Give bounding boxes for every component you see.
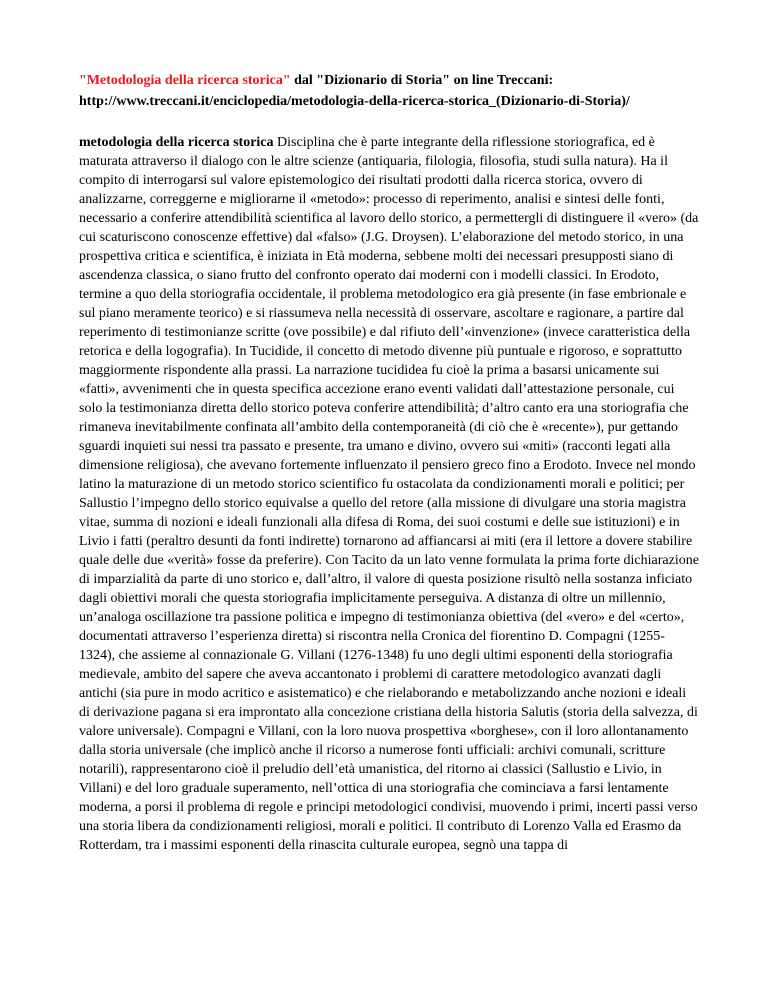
article-body xyxy=(79,133,699,855)
document-page xyxy=(79,70,699,855)
source-url: http://www.treccani.it/enciclopedia/metodologia-della-ricerca-storica_(Dizionario-di-Storia)/ xyxy=(79,94,630,109)
article-text: Disciplina che è parte integrante della riflessione storiografica, ed è maturata attraverso il dialogo con le altre scienze (antiquaria, filologia, filosofia, studi sulla natura). Ha il compito di interrogarsi sul valore epistemologico dei risultati prodotti dalla ricerca storica, ovvero di analizzarne, correggerne e migliorarne il «metodo»: processo di reperimento, analisi e sintesi delle fonti, necessario a conferire attendibilità scientifica al lavoro dello storico, a permettergli di distinguere il «vero» (da cui scaturiscono conoscenze effettive) dal «falso» (J.G. Droysen). L’elaborazione del metodo storico, in una prospettiva critica e scientifica, è iniziata in Età moderna, sebbene molti dei necessari presupposti siano di ascendenza classica, o siano frutto del confronto operato dai moderni con i modelli classici. In Erodoto, termine a quo della storiografia occidentale, il problema metodologico era già presente (in fase embrionale e sul piano meramente teorico) e si riassumeva nella necessità di osservare, ascoltare e ragionare, a partire dal reperimento di testimonianze scritte (ove possibile) e dal rifiuto dell’«invenzione» (invece caratteristica della retorica e della logografia). In Tucidide, il concetto di metodo divenne più puntuale e rigoroso, e soprattutto maggiormente rispondente alla prassi. La narrazione tucididea fu cioè la prima a basarsi unicamente sui «fatti», avvenimenti che in questa specifica accezione erano eventi validati dall’attestazione personale, cui solo la testimonianza diretta dello storico poteva conferire attendibilità; d’altro canto era una storiografia che rimaneva inevitabilmente confinata all’ambito della contemporaneità (di ciò che è «recente»), pur gettando sguardi inquieti sui nessi tra passato e presente, tra umano e divino, ovvero sui «miti» (racconti legati alla dimensione religiosa), che avevano fortemente influenzato il pensiero greco fino a Erodoto. Invece nel mondo latino la maturazione di un metodo storico scientifico fu ostacolata da condizionamenti morali e politici; per Sallustio l’impegno dello storico equivalse a quello del retore (alla missione di divulgare una storia magistra vitae, summa di nozioni e ideali funzionali alla difesa di Roma, dei suoi costumi e delle sue istituzioni) e in Livio i fatti (peraltro desunti da fonti indirette) tornarono ad affiancarsi ai miti (era il lettore a dovere stabilire quale delle due «verità» fosse da preferire). Con Tacito da un lato venne formulata la prima forte dichiarazione di imparzialità da parte di uno storico e, dall’altro, il valore di questa posizione risultò nella sostanza inficiato dagli obiettivi morali che questa storiografia implicitamente perseguiva. A distanza di oltre un millennio, un’analoga oscillazione tra passione politica e impegno di testimonianza obiettiva (del «vero» e del «certo», documentati attraverso l’esperienza diretta) si riscontra nella Cronica del fiorentino D. Compagni (1255-1324), che assieme al connazionale G. Villani (1276-1348) fu uno degli ultimi esponenti della storiografia medievale, ambito del sapere che aveva accantonato i problemi di carattere metodologico avanzati dagli antichi (sia pure in modo acritico e asistematico) e che rielaborando e metabolizzando anche nozioni e ideali di derivazione pagana si era improntato alla concezione cristiana della historia Salutis (storia della salvezza, di valore universale). Compagni e Villani, con la loro nuova prospettiva «borghese», con il loro allontanamento dalla storia universale (che implicò anche il ricorso a numerose fonti ufficiali: archivi comunali, scritture notarili), rappresentarono cioè il preludio dell’età umanistica, del ritorno ai classici (Sallustio e Livio, in Villani) e del loro graduale superamento, nell’ottica di una storiografia che cominciava a farsi lentamente moderna, a porsi il problema di regole e principi metodologici condivisi, muovendo i primi, incerti passi verso una storia libera da condizionamenti religiosi, morali e politici. Il contributo di Lorenzo Valla ed Erasmo da Rotterdam, tra i massimi esponenti della rinascita culturale europea, segnò una tappa di xyxy=(79,135,699,853)
article-term: metodologia della ricerca storica xyxy=(79,135,274,150)
document-title: "Metodologia della ricerca storica" xyxy=(79,73,291,88)
document-source: dal "Dizionario di Storia" on line Treccani: xyxy=(290,73,554,88)
document-header xyxy=(79,70,699,112)
